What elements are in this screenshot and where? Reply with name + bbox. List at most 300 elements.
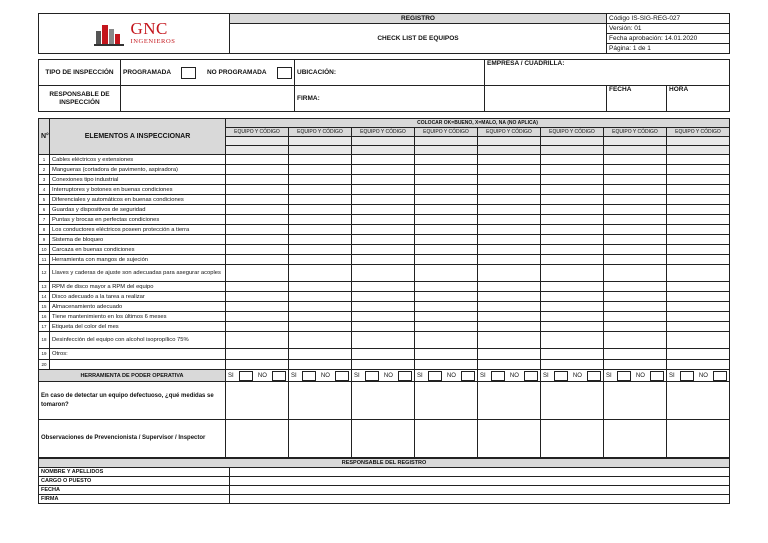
table-row — [39, 486, 730, 495]
check-cell[interactable] — [415, 349, 478, 360]
check-cell[interactable] — [289, 312, 352, 322]
no-checkbox[interactable] — [398, 371, 412, 381]
elements-header: ELEMENTOS A INSPECCIONAR — [50, 119, 226, 155]
item-label: Etiqueta del color del mes — [50, 322, 226, 332]
check-cell[interactable] — [667, 235, 730, 245]
equipment-code-cell[interactable] — [415, 137, 478, 146]
table-row — [39, 215, 730, 225]
no-label: NO — [383, 372, 393, 379]
no-checkbox[interactable] — [461, 371, 475, 381]
check-cell[interactable] — [289, 265, 352, 282]
response-cell[interactable] — [415, 420, 478, 458]
check-cell[interactable] — [604, 322, 667, 332]
check-cell[interactable] — [478, 322, 541, 332]
check-cell[interactable] — [415, 165, 478, 175]
check-cell[interactable] — [541, 235, 604, 245]
check-cell[interactable] — [478, 225, 541, 235]
check-cell[interactable] — [604, 332, 667, 349]
check-cell[interactable] — [289, 155, 352, 165]
check-cell[interactable] — [478, 302, 541, 312]
check-cell[interactable] — [604, 302, 667, 312]
check-cell[interactable] — [289, 255, 352, 265]
check-cell[interactable] — [604, 282, 667, 292]
check-cell[interactable] — [352, 225, 415, 235]
response-cell[interactable] — [226, 420, 289, 458]
response-cell[interactable] — [604, 382, 667, 420]
check-cell[interactable] — [478, 155, 541, 165]
equipment-header: EQUIPO Y CÓDIGO — [604, 128, 667, 137]
check-cell[interactable] — [478, 282, 541, 292]
table-row — [39, 205, 730, 215]
check-cell[interactable] — [478, 349, 541, 360]
response-cell[interactable] — [667, 382, 730, 420]
check-cell[interactable] — [541, 360, 604, 370]
equipment-code-cell[interactable] — [541, 146, 604, 155]
check-cell[interactable] — [478, 195, 541, 205]
response-cell[interactable] — [604, 420, 667, 458]
check-cell[interactable] — [667, 205, 730, 215]
response-cell[interactable] — [415, 382, 478, 420]
check-cell[interactable] — [415, 312, 478, 322]
check-cell[interactable] — [604, 205, 667, 215]
check-cell[interactable] — [289, 185, 352, 195]
check-cell[interactable] — [226, 155, 289, 165]
logo-cell — [39, 14, 230, 54]
check-cell[interactable] — [289, 282, 352, 292]
table-row — [39, 477, 730, 486]
check-cell[interactable] — [478, 215, 541, 225]
check-cell[interactable] — [352, 360, 415, 370]
check-cell[interactable] — [604, 165, 667, 175]
responsable-field[interactable] — [121, 86, 295, 112]
check-cell[interactable] — [541, 165, 604, 175]
check-cell[interactable] — [289, 235, 352, 245]
check-cell[interactable] — [415, 265, 478, 282]
num-header: N° — [39, 119, 50, 155]
check-cell[interactable] — [226, 292, 289, 302]
company-name: GNC — [130, 19, 168, 38]
response-cell[interactable] — [352, 420, 415, 458]
check-cell[interactable] — [415, 282, 478, 292]
equipment-code-cell[interactable] — [478, 137, 541, 146]
check-cell[interactable] — [478, 245, 541, 255]
check-cell[interactable] — [415, 292, 478, 302]
equipment-code-cell[interactable] — [604, 137, 667, 146]
item-label: Otros: — [50, 349, 226, 360]
check-cell[interactable] — [478, 255, 541, 265]
check-cell[interactable] — [289, 165, 352, 175]
check-cell[interactable] — [226, 165, 289, 175]
si-label: SI — [354, 372, 360, 379]
check-cell[interactable] — [604, 155, 667, 165]
check-cell[interactable] — [352, 235, 415, 245]
item-number: 20 — [39, 360, 50, 370]
check-cell[interactable] — [226, 195, 289, 205]
check-cell[interactable] — [667, 332, 730, 349]
item-number: 6 — [39, 205, 50, 215]
check-cell[interactable] — [352, 185, 415, 195]
check-cell[interactable] — [604, 292, 667, 302]
check-cell[interactable] — [478, 235, 541, 245]
check-cell[interactable] — [352, 255, 415, 265]
check-cell[interactable] — [289, 245, 352, 255]
check-cell[interactable] — [478, 360, 541, 370]
table-row — [39, 155, 730, 165]
check-cell[interactable] — [415, 215, 478, 225]
registro-label: REGISTRO — [230, 14, 607, 24]
equipment-header: EQUIPO Y CÓDIGO — [667, 128, 730, 137]
check-cell[interactable] — [289, 302, 352, 312]
check-cell[interactable] — [478, 292, 541, 302]
check-cell[interactable] — [604, 265, 667, 282]
response-cell[interactable] — [289, 420, 352, 458]
check-cell[interactable] — [604, 225, 667, 235]
responsable-row-value[interactable] — [230, 477, 730, 486]
item-label: Mangueras (cortadora de pavimento, aspiradora) — [50, 165, 226, 175]
no-checkbox[interactable] — [335, 371, 349, 381]
check-cell[interactable] — [478, 332, 541, 349]
check-cell[interactable] — [604, 215, 667, 225]
operativa-cell — [352, 370, 415, 382]
check-cell[interactable] — [226, 282, 289, 292]
equipment-code-cell[interactable] — [667, 137, 730, 146]
table-row — [39, 322, 730, 332]
responsable-row-value[interactable] — [230, 495, 730, 504]
item-number: 19 — [39, 349, 50, 360]
table-row — [39, 165, 730, 175]
check-cell[interactable] — [667, 245, 730, 255]
check-cell[interactable] — [226, 360, 289, 370]
check-cell[interactable] — [604, 175, 667, 185]
item-number: 7 — [39, 215, 50, 225]
si-checkbox[interactable] — [239, 371, 253, 381]
hora-field[interactable]: HORA — [667, 86, 730, 112]
no-programada-checkbox[interactable] — [277, 67, 292, 79]
response-cell[interactable] — [541, 420, 604, 458]
equipment-code-cell[interactable] — [289, 137, 352, 146]
responsable-registro — [38, 458, 730, 504]
item-number: 15 — [39, 302, 50, 312]
check-cell[interactable] — [667, 312, 730, 322]
check-cell[interactable] — [415, 185, 478, 195]
si-checkbox[interactable] — [428, 371, 442, 381]
response-cell[interactable] — [667, 420, 730, 458]
table-row — [39, 225, 730, 235]
check-cell[interactable] — [352, 302, 415, 312]
item-label: Conexiones tipo industrial — [50, 175, 226, 185]
check-cell[interactable] — [667, 215, 730, 225]
table-row — [39, 292, 730, 302]
check-cell[interactable] — [352, 165, 415, 175]
check-cell[interactable] — [352, 155, 415, 165]
check-cell[interactable] — [667, 225, 730, 235]
check-cell[interactable] — [289, 292, 352, 302]
check-cell[interactable] — [226, 312, 289, 322]
responsable-row-label: NOMBRE Y APELLIDOS — [39, 468, 230, 477]
check-cell[interactable] — [541, 302, 604, 312]
check-cell[interactable] — [667, 165, 730, 175]
check-cell[interactable] — [226, 175, 289, 185]
operativa-cell — [226, 370, 289, 382]
check-cell[interactable] — [415, 155, 478, 165]
ubicacion-field[interactable]: UBICACIÓN: — [295, 60, 485, 86]
check-cell[interactable] — [352, 195, 415, 205]
check-cell[interactable] — [289, 349, 352, 360]
equipment-header: EQUIPO Y CÓDIGO — [352, 128, 415, 137]
item-number: 5 — [39, 195, 50, 205]
check-cell[interactable] — [541, 215, 604, 225]
check-cell[interactable] — [541, 205, 604, 215]
check-cell[interactable] — [352, 265, 415, 282]
check-cell[interactable] — [289, 332, 352, 349]
item-label: Diferenciales y automáticos en buenas condiciones — [50, 195, 226, 205]
check-cell[interactable] — [289, 205, 352, 215]
equipment-code-cell[interactable] — [226, 146, 289, 155]
item-number: 18 — [39, 332, 50, 349]
item-number: 17 — [39, 322, 50, 332]
no-label: NO — [635, 372, 645, 379]
table-row — [39, 265, 730, 282]
check-cell[interactable] — [541, 245, 604, 255]
check-cell[interactable] — [667, 175, 730, 185]
check-cell[interactable] — [352, 215, 415, 225]
response-cell[interactable] — [226, 382, 289, 420]
check-cell[interactable] — [226, 225, 289, 235]
responsable-row-value[interactable] — [230, 486, 730, 495]
check-cell[interactable] — [478, 312, 541, 322]
check-cell[interactable] — [415, 195, 478, 205]
table-row — [39, 302, 730, 312]
table-row — [39, 282, 730, 292]
item-label: Desinfección del equipo con alcohol isopropílico 75% — [50, 332, 226, 349]
check-cell[interactable] — [352, 349, 415, 360]
check-cell[interactable] — [226, 205, 289, 215]
check-cell[interactable] — [226, 185, 289, 195]
responsable-row-label: CARGO O PUESTO — [39, 477, 230, 486]
equipment-code-cell[interactable] — [667, 146, 730, 155]
check-cell[interactable] — [226, 322, 289, 332]
check-cell[interactable] — [415, 360, 478, 370]
no-programada-label: NO PROGRAMADA — [206, 69, 267, 76]
check-cell[interactable] — [604, 255, 667, 265]
equipment-code-cell[interactable] — [352, 137, 415, 146]
checklist-sheet — [38, 13, 729, 504]
responsable-row-value[interactable] — [230, 468, 730, 477]
inspection-info — [38, 59, 730, 112]
no-label: NO — [509, 372, 519, 379]
equipment-code-cell[interactable] — [289, 146, 352, 155]
check-cell[interactable] — [541, 292, 604, 302]
check-cell[interactable] — [352, 282, 415, 292]
firma-field[interactable]: FIRMA: — [295, 86, 485, 112]
si-checkbox[interactable] — [680, 371, 694, 381]
check-cell[interactable] — [352, 322, 415, 332]
responsable-row-label: FIRMA — [39, 495, 230, 504]
response-cell[interactable] — [352, 382, 415, 420]
response-cell[interactable] — [541, 382, 604, 420]
check-cell[interactable] — [478, 265, 541, 282]
item-number: 10 — [39, 245, 50, 255]
no-checkbox[interactable] — [650, 371, 664, 381]
check-cell[interactable] — [541, 175, 604, 185]
check-cell[interactable] — [541, 155, 604, 165]
check-cell[interactable] — [415, 255, 478, 265]
check-cell[interactable] — [289, 360, 352, 370]
check-cell[interactable] — [667, 349, 730, 360]
table-row — [39, 255, 730, 265]
table-row — [39, 195, 730, 205]
equipment-header: EQUIPO Y CÓDIGO — [226, 128, 289, 137]
check-cell[interactable] — [415, 225, 478, 235]
si-checkbox[interactable] — [617, 371, 631, 381]
check-cell[interactable] — [478, 185, 541, 195]
check-cell[interactable] — [289, 215, 352, 225]
check-cell[interactable] — [226, 255, 289, 265]
equipment-code-cell[interactable] — [478, 146, 541, 155]
check-cell[interactable] — [289, 322, 352, 332]
check-cell[interactable] — [352, 175, 415, 185]
item-number: 1 — [39, 155, 50, 165]
check-cell[interactable] — [415, 302, 478, 312]
check-cell[interactable] — [667, 360, 730, 370]
check-cell[interactable] — [415, 245, 478, 255]
check-cell[interactable] — [604, 349, 667, 360]
no-label: NO — [257, 372, 267, 379]
check-cell[interactable] — [478, 205, 541, 215]
check-cell[interactable] — [289, 225, 352, 235]
check-cell[interactable] — [667, 292, 730, 302]
company-subtitle: INGENIEROS — [130, 38, 176, 45]
check-cell[interactable] — [667, 302, 730, 312]
check-cell[interactable] — [541, 185, 604, 195]
check-cell[interactable] — [604, 245, 667, 255]
check-cell[interactable] — [541, 322, 604, 332]
check-cell[interactable] — [478, 175, 541, 185]
check-cell[interactable] — [604, 195, 667, 205]
check-cell[interactable] — [478, 165, 541, 175]
no-checkbox[interactable] — [587, 371, 601, 381]
operativa-cell — [667, 370, 730, 382]
check-cell[interactable] — [667, 185, 730, 195]
document-title: CHECK LIST DE EQUIPOS — [230, 24, 607, 54]
si-checkbox[interactable] — [491, 371, 505, 381]
no-label: NO — [698, 372, 708, 379]
item-number: 8 — [39, 225, 50, 235]
check-cell[interactable] — [352, 292, 415, 302]
check-cell[interactable] — [604, 235, 667, 245]
si-checkbox[interactable] — [554, 371, 568, 381]
check-cell[interactable] — [226, 332, 289, 349]
check-cell[interactable] — [226, 265, 289, 282]
check-cell[interactable] — [226, 215, 289, 225]
item-number: 11 — [39, 255, 50, 265]
equipment-code-cell[interactable] — [415, 146, 478, 155]
check-cell[interactable] — [541, 265, 604, 282]
check-cell[interactable] — [541, 332, 604, 349]
no-checkbox[interactable] — [713, 371, 727, 381]
check-cell[interactable] — [604, 312, 667, 322]
check-cell[interactable] — [541, 282, 604, 292]
check-cell[interactable] — [667, 322, 730, 332]
legend: COLOCAR OK=BUENO, X=MALO, NA (NO APLICA) — [226, 119, 730, 128]
operativa-cell — [604, 370, 667, 382]
check-cell[interactable] — [289, 175, 352, 185]
si-checkbox[interactable] — [365, 371, 379, 381]
item-label: Cables eléctricos y extensiones — [50, 155, 226, 165]
check-cell[interactable] — [289, 195, 352, 205]
no-label: NO — [572, 372, 582, 379]
si-checkbox[interactable] — [302, 371, 316, 381]
item-number: 12 — [39, 265, 50, 282]
check-cell[interactable] — [226, 349, 289, 360]
check-cell[interactable] — [667, 155, 730, 165]
programada-checkbox[interactable] — [181, 67, 196, 79]
fecha-field[interactable]: FECHA — [607, 86, 667, 112]
check-cell[interactable] — [352, 205, 415, 215]
operativa-cell — [541, 370, 604, 382]
check-cell[interactable] — [667, 265, 730, 282]
table-row — [39, 349, 730, 360]
equipment-code-cell[interactable] — [604, 146, 667, 155]
item-label — [50, 360, 226, 370]
check-cell[interactable] — [226, 302, 289, 312]
item-number: 14 — [39, 292, 50, 302]
check-cell[interactable] — [604, 360, 667, 370]
check-cell[interactable] — [541, 225, 604, 235]
equipment-code-cell[interactable] — [541, 137, 604, 146]
check-cell[interactable] — [415, 322, 478, 332]
check-cell[interactable] — [352, 245, 415, 255]
check-cell[interactable] — [352, 312, 415, 322]
check-cell[interactable] — [667, 195, 730, 205]
check-cell[interactable] — [541, 312, 604, 322]
no-checkbox[interactable] — [524, 371, 538, 381]
response-cell[interactable] — [478, 420, 541, 458]
check-cell[interactable] — [541, 255, 604, 265]
item-label: Guardas y dispositivos de seguridad — [50, 205, 226, 215]
check-cell[interactable] — [604, 185, 667, 195]
check-cell[interactable] — [541, 195, 604, 205]
item-number: 16 — [39, 312, 50, 322]
check-cell[interactable] — [667, 282, 730, 292]
check-cell[interactable] — [226, 245, 289, 255]
table-row — [39, 185, 730, 195]
equipment-header: EQUIPO Y CÓDIGO — [289, 128, 352, 137]
equipment-code-cell[interactable] — [226, 137, 289, 146]
check-cell[interactable] — [415, 205, 478, 215]
si-label: SI — [543, 372, 549, 379]
check-cell[interactable] — [226, 235, 289, 245]
item-number: 4 — [39, 185, 50, 195]
operativa-cell — [415, 370, 478, 382]
equipment-code-cell[interactable] — [352, 146, 415, 155]
check-cell[interactable] — [415, 332, 478, 349]
response-cell[interactable] — [289, 382, 352, 420]
empresa-field[interactable]: EMPRESA / CUADRILLA: — [485, 60, 730, 86]
check-cell[interactable] — [352, 332, 415, 349]
check-cell[interactable] — [415, 175, 478, 185]
no-checkbox[interactable] — [272, 371, 286, 381]
operativa-cell — [289, 370, 352, 382]
defect-measures-label: En caso de detectar un equipo defectuoso, ¿qué medidas se tomaron? — [39, 382, 226, 420]
check-cell[interactable] — [541, 349, 604, 360]
response-cell[interactable] — [478, 382, 541, 420]
info-blank — [485, 86, 607, 112]
operativa-cell — [478, 370, 541, 382]
equipment-header: EQUIPO Y CÓDIGO — [478, 128, 541, 137]
check-cell[interactable] — [667, 255, 730, 265]
check-cell[interactable] — [415, 235, 478, 245]
